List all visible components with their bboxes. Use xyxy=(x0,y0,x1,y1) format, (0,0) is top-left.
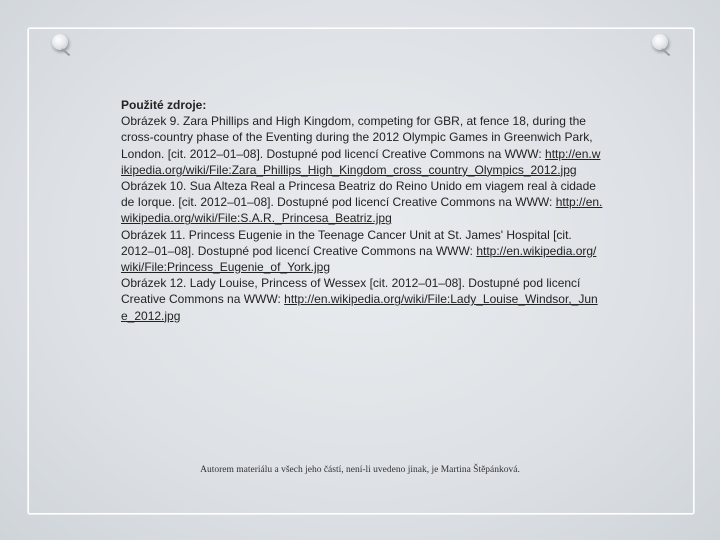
source-link[interactable]: http://en.wikipedia.org/wiki/File:Zara_Phillips_High_Kingdom_cross_country_Olympics_2012.jpg xyxy=(121,146,601,177)
source-text: Obrázek 12. Lady Louise, Princess of Wessex [cit. 2012–01–08]. Dostupné pod licencí Creative Commons na WWW: xyxy=(121,276,581,307)
author-footer: Autorem materiálu a všech jeho částí, není-li uvedeno jinak, je Martina Štěpánková. xyxy=(200,465,520,475)
source-entry xyxy=(121,113,603,178)
source-link[interactable]: http://en.wikipedia.org/wiki/File:S.A.R._Princesa_Beatriz.jpg xyxy=(121,195,603,226)
source-link[interactable]: http://en.wikipedia.org/wiki/File:Princess_Eugenie_of_York.jpg xyxy=(121,243,597,275)
sources-heading: Použité zdroje: xyxy=(121,98,207,112)
source-text: Obrázek 9. Zara Phillips and High Kingdom, competing for GBR, at fence 18, during the cross-country phase of the Eventing during the 2012 Olympic Games in Greenwich Park, London. [cit. 2012–01–08]. Dostupné pod licencí Creative Commons na WWW: xyxy=(121,114,593,161)
pushpin-icon xyxy=(52,34,68,50)
sources-block xyxy=(121,97,603,324)
source-text: Obrázek 11. Princess Eugenie in the Teenage Cancer Unit at St. James' Hospital [cit. 2012–01–08]. Dostupné pod licencí Creative Commons na WWW: xyxy=(121,227,572,258)
source-entry xyxy=(121,178,603,227)
source-link[interactable]: http://en.wikipedia.org/wiki/File:Lady_Louise_Windsor,_June_2012.jpg xyxy=(121,292,598,323)
source-text: Obrázek 10. Sua Alteza Real a Princesa Beatriz do Reino Unido em viagem real à cidade de Iorque. [cit. 2012–01–08]. Dostupné pod licencí Creative Commons na WWW: xyxy=(121,179,596,210)
source-entry xyxy=(121,275,603,324)
pushpin-icon xyxy=(652,34,668,50)
source-entry xyxy=(121,227,603,276)
